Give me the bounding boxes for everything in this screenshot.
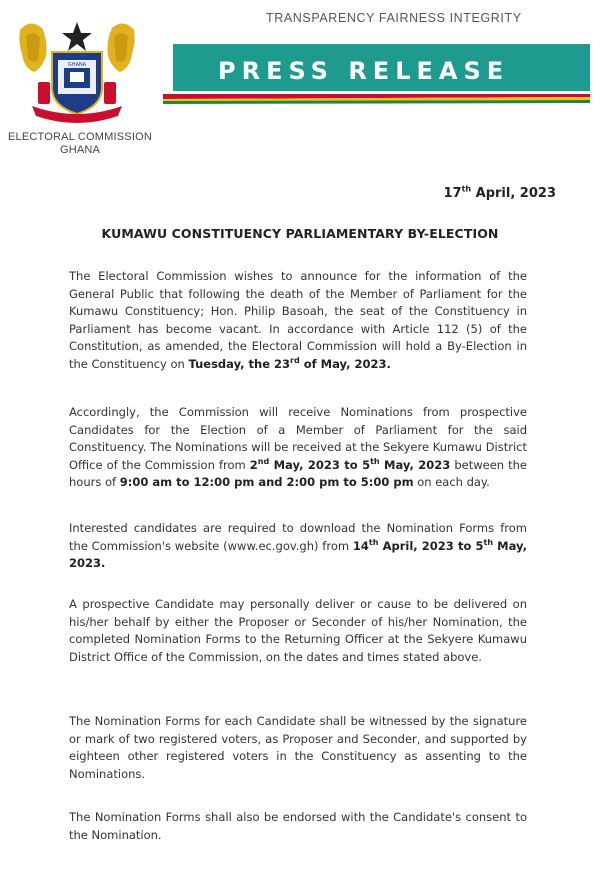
p3-text-a: Interested candidates are required to download the Nomination Forms from the Commission's website (www.ec.gov.gh) from bbox=[69, 521, 527, 553]
electoral-commission-logo-icon bbox=[12, 10, 142, 130]
date-suffix: th bbox=[461, 184, 472, 194]
paragraph-nominations bbox=[69, 404, 527, 492]
paragraph-witnesses: The Nomination Forms for each Candidate shall be witnessed by the signature or mark of two registered voters, as Proposer and Seconder, and supported by eighteen other registered voters in the Constituency as assenting to the Nominations. bbox=[69, 714, 527, 781]
paragraph-announcement bbox=[69, 268, 527, 373]
press-release-title: PRESS RELEASE bbox=[218, 57, 510, 85]
p2-bold-a-rest: May, 2023 to 5 bbox=[269, 457, 371, 472]
p3-bold-a-sup: th bbox=[368, 537, 379, 547]
p2-bold-a-end: May, 2023 bbox=[379, 457, 451, 472]
p2-bold-a-sup: nd bbox=[257, 456, 270, 466]
p1-text: The Electoral Commission wishes to announce for the information of the General Public that following the death of the Member of Parliament for the Kumawu Constituency; Hon. Philip Basoah, the seat of the Constituency in Parliament has become vacant. In accordance with Article 112 (5) of the Constitution, as amended, the Electoral Commission will hold a By-Election in the Constituency on bbox=[69, 269, 527, 371]
p3-bold-a-rest: April, 2023 to 5 bbox=[378, 538, 484, 553]
p2-bold-a: 2 bbox=[249, 457, 258, 472]
document-title: KUMAWU CONSTITUENCY PARLIAMENTARY BY-ELECTION bbox=[101, 226, 499, 241]
p1-bold-a: Tuesday, the 23 bbox=[188, 356, 291, 371]
p2-text-a: Accordingly, the Commission will receive Nominations from prospective Candidates for the Election of a Member of Parliament for the said Constituency. The Nominations will be received at the Sekyere Kumawu District Office of the Commission from bbox=[69, 405, 527, 472]
p2-text-b: between the hours of bbox=[69, 457, 527, 489]
svg-text:GHANA: GHANA bbox=[67, 62, 87, 68]
organization-name-line1: ELECTORAL COMMISSION bbox=[8, 131, 152, 143]
paragraph-download-forms bbox=[69, 520, 527, 573]
p2-bold-b: 9:00 am to 12:00 pm and 2:00 pm to 5:00 pm bbox=[119, 475, 414, 489]
p1-bold-b: of May, 2023. bbox=[299, 356, 391, 371]
p3-bold-a-sup2: th bbox=[483, 537, 494, 547]
p3-bold-a: 14 bbox=[352, 538, 369, 553]
release-date bbox=[444, 186, 557, 201]
paragraph-consent: The Nomination Forms shall also be endorsed with the Candidate's consent to the Nomination. bbox=[69, 810, 527, 842]
date-rest: April, 2023 bbox=[471, 186, 556, 201]
p2-text-c: on each day. bbox=[413, 475, 490, 489]
organization-name bbox=[0, 131, 160, 157]
organization-name-line2: GHANA bbox=[59, 144, 101, 156]
p3-bold-a-end: May, 2023. bbox=[69, 538, 528, 570]
p2-bold-a-sup2: th bbox=[370, 456, 380, 466]
tagline: TRANSPARENCY FAIRNESS INTEGRITY bbox=[266, 11, 522, 25]
paragraph-delivery: A prospective Candidate may personally deliver or cause to be delivered on his/her behalf by either the Proposer or Seconder of his/her Nomination, the completed Nomination Forms to the Returning Officer at the Sekyere Kumawu District Office of the Commission, on the dates and times stated above. bbox=[69, 597, 527, 664]
date-day: 17 bbox=[443, 186, 462, 201]
p1-bold-sup: rd bbox=[290, 355, 300, 365]
